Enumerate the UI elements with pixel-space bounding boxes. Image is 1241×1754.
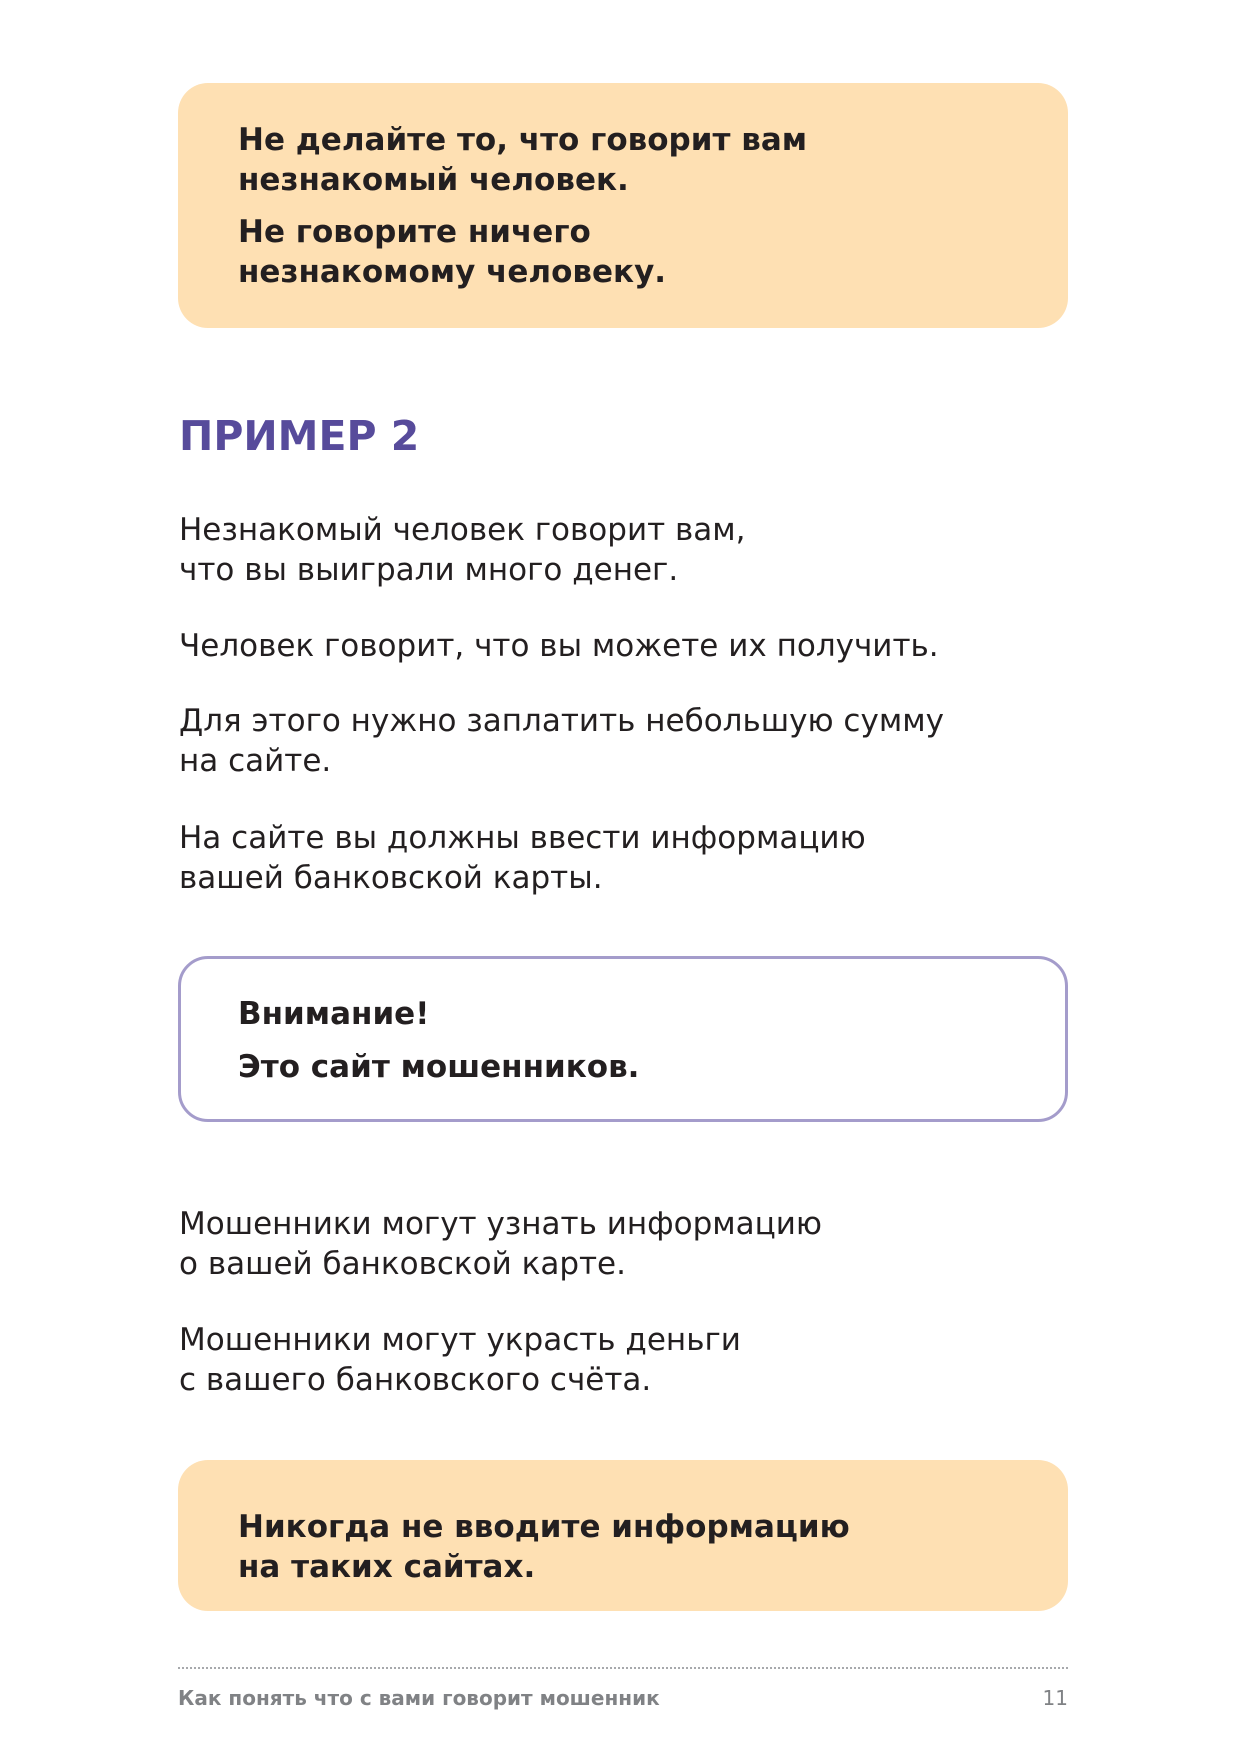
callout-bottom-text: Никогда не вводите информацию на таких сайтах. bbox=[238, 1509, 850, 1585]
page-number: 11 bbox=[1042, 1686, 1068, 1710]
paragraph-6: Мошенники могут украсть деньги с вашего банковского счёта. bbox=[179, 1322, 741, 1398]
callout-bottom bbox=[178, 1460, 1068, 1611]
footer-divider bbox=[178, 1667, 1068, 1669]
callout-top-line-2: Не говорите ничего незнакомому человеку. bbox=[238, 214, 667, 290]
callout-top-line-1: Не делайте то, что говорит вам незнакомый человек. bbox=[238, 122, 808, 198]
paragraph-3: Для этого нужно заплатить небольшую сумму на сайте. bbox=[179, 703, 944, 779]
callout-top bbox=[178, 83, 1068, 328]
footer-title: Как понять что с вами говорит мошенник bbox=[178, 1686, 660, 1710]
paragraph-1: Незнакомый человек говорит вам, что вы выиграли много денег. bbox=[179, 512, 746, 588]
warning-text: Это сайт мошенников. bbox=[238, 1049, 640, 1085]
paragraph-2: Человек говорит, что вы можете их получить. bbox=[179, 628, 939, 664]
warning-box bbox=[178, 956, 1068, 1122]
section-heading: ПРИМЕР 2 bbox=[179, 412, 420, 460]
warning-title: Внимание! bbox=[238, 996, 430, 1032]
paragraph-4: На сайте вы должны ввести информацию вашей банковской карты. bbox=[179, 820, 866, 896]
paragraph-5: Мошенники могут узнать информацию о вашей банковской карте. bbox=[179, 1206, 823, 1282]
